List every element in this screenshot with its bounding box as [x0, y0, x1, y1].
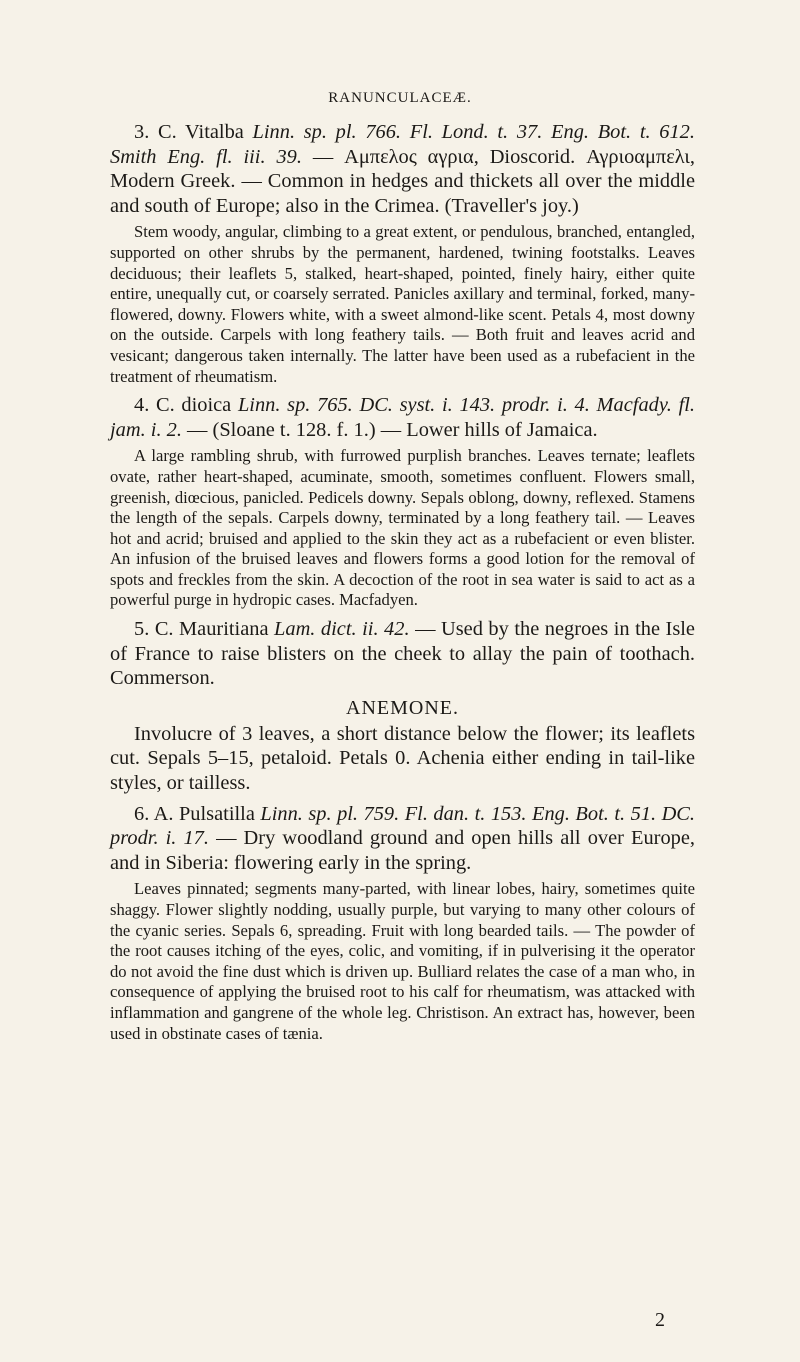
entry-anemone-pulsatilla: [110, 802, 695, 876]
entry-lead: 3. C. Vitalba: [134, 121, 244, 143]
genus-diagnosis: Involucre of 3 leaves, a short distance below the flower; its leaflets cut. Sepals 5–15, petaloid. Petals 0. Achenia either ending in tail-like styles, or tailless.: [110, 722, 695, 795]
running-head: RANUNCULACEÆ.: [328, 90, 472, 106]
genus-heading: ANEMONE.: [346, 696, 459, 719]
entry-lead: 5. C. Mauritiana: [134, 618, 269, 641]
entry-habitat: — Used by the negroes in the Isle of France to raise blisters on the cheek to allay the pain of toothach. Commerson.: [110, 618, 695, 690]
entry-synonyms: — (Sloane t. 128. f. 1.): [187, 418, 376, 441]
entry-clematis-dioica: [110, 393, 695, 442]
entry-lead: 6. A. Pulsatilla: [134, 802, 255, 825]
entry-clematis-vitalba: [110, 120, 695, 218]
entry-description: Leaves pinnated; segments many-parted, with linear lobes, hairy, sometimes quite shaggy. Flower slightly nodding, usually purple, but varying to many other colours of the cyanic series. Sepals 6, spreading. Fruit with long bearded tails. — The powder of the root causes itching of the eyes, colic, and vomiting, if in pulverising it the operator do not avoid the fine dust which is driven up. Bulliard relates the case of a man who, in consequence of applying the bruised root to his calf for rheumatism, was attacked with inflammation and gangrene of the whole leg. Christison. An extract has, however, been used in obstinate cases of tænia.: [110, 879, 695, 1043]
entry-clematis-mauritiana: [110, 617, 695, 691]
entry-references: Linn. sp. 765. DC. syst. i. 143. prodr. i. 4. Macfady. fl. jam. i. 2.: [110, 394, 695, 441]
entry-lead: 4. C. dioica: [134, 394, 232, 417]
entry-description: Stem woody, angular, climbing to a great extent, or pendulous, branched, entangled, supported on other shrubs by the permanent, hardened, twining footstalks. Leaves deciduous; their leaflets 5, stalked, heart-shaped, pointed, finely hairy, either quite entire, unequally cut, or coarsely serrated. Panicles axillary and terminal, forked, many-flowered, downy. Flowers white, with a sweet almond-like scent. Petals 4, most downy on the outside. Carpels with long feathery tails. — Both fruit and leaves acrid and vesicant; dangerous taken internally. The latter have been used as a rubefacient in the treatment of rheumatism.: [110, 222, 695, 386]
entry-references: Linn. sp. pl. 766. Fl. Lond. t. 37. Eng. Bot. t. 612. Smith Eng. fl. iii. 39.: [110, 121, 695, 168]
text-column: [110, 120, 695, 1050]
entry-habitat: — Common in hedges and thickets all over the middle and south of Europe; also in the Crimea. (Traveller's joy.): [110, 170, 695, 217]
entry-description: A large rambling shrub, with furrowed purplish branches. Leaves ternate; leaflets ovate, rather heart-shaped, acuminate, smooth, sometimes confluent. Flowers small, greenish, diœcious, panicled. Pedicels downy. Sepals oblong, downy, reflexed. Stamens the length of the sepals. Carpels downy, terminated by a long feathery tail. — Leaves hot and acrid; bruised and applied to the skin they act as a rubefacient or even blister. An infusion of the bruised leaves and flowers forms a good lotion for the removal of spots and freckles from the skin. A decoction of the root in sea water is said to act as a powerful purge in hydropic cases. Macfadyen.: [110, 446, 695, 610]
page-number: 2: [655, 1309, 665, 1331]
entry-synonyms: — Αμπελος αγρια, Dioscorid. Αγριοαμπελι, Modern Greek.: [110, 145, 695, 193]
entry-references: Linn. sp. pl. 759. Fl. dan. t. 153. Eng. Bot. t. 51. DC. prodr. i. 17.: [110, 802, 695, 850]
entry-references: Lam. dict. ii. 42.: [274, 618, 410, 641]
entry-habitat: — Lower hills of Jamaica.: [380, 418, 598, 441]
entry-habitat: — Dry woodland ground and open hills all over Europe, and in Siberia: flowering early in the spring.: [110, 827, 695, 874]
